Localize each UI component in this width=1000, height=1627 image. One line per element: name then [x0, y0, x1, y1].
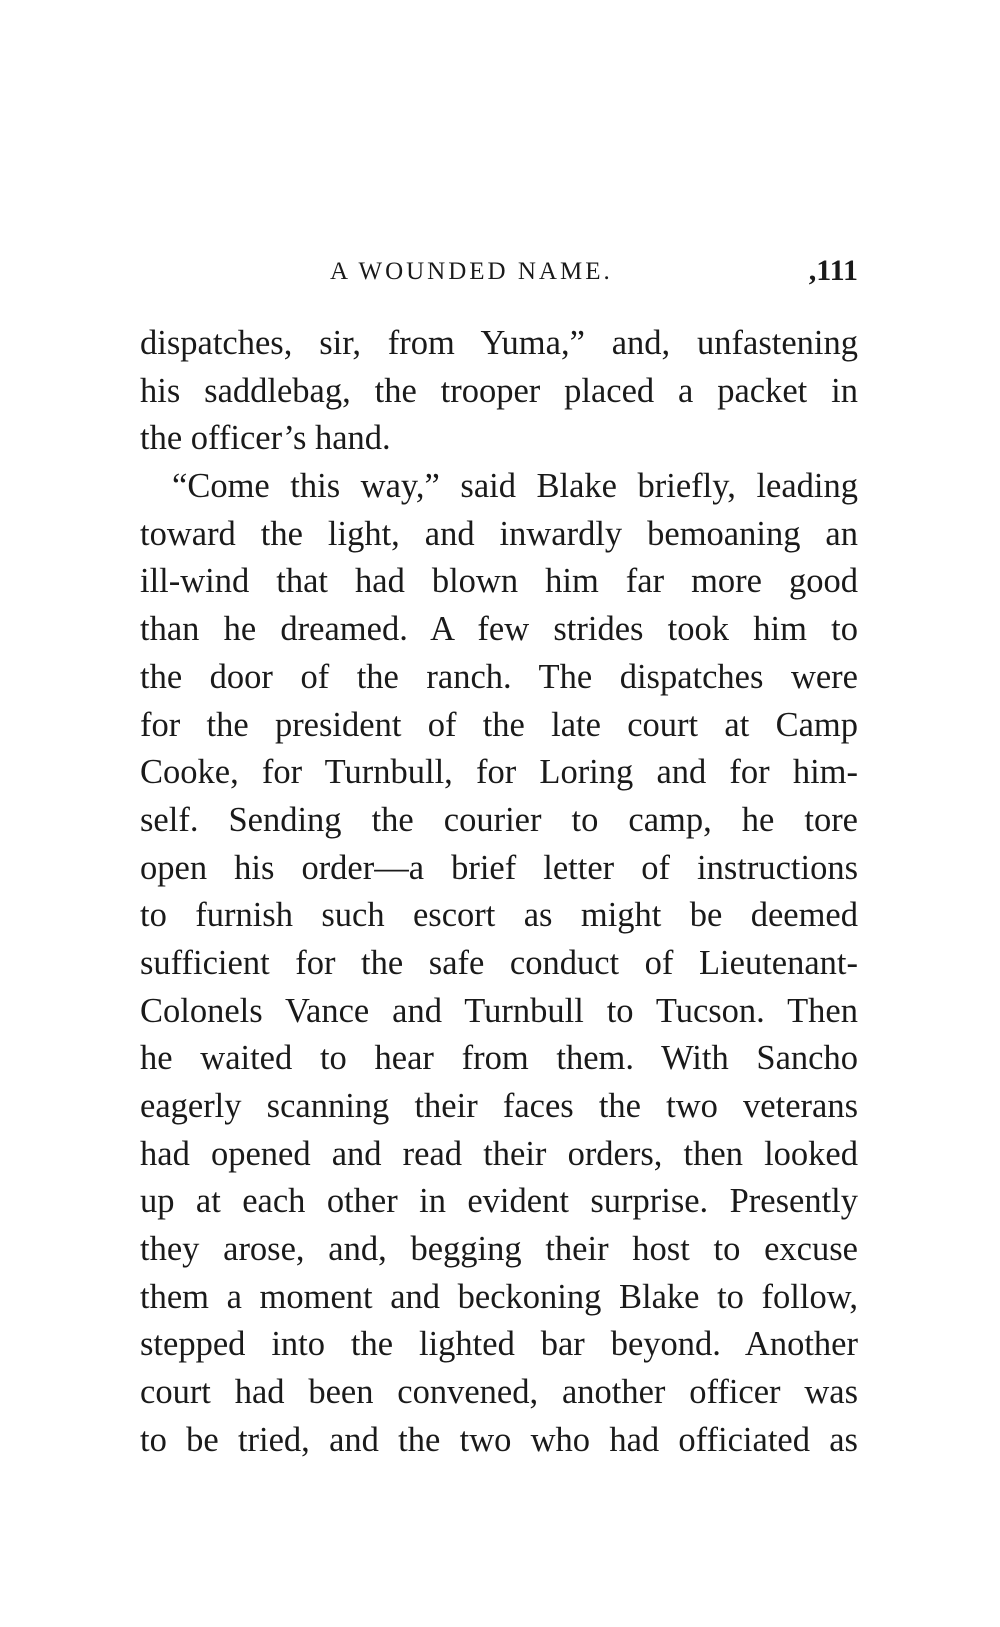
text-line: open his order—a brief letter of instructions — [140, 848, 858, 887]
text-line: self. Sending the courier to camp, he tore — [140, 800, 858, 839]
text-line: ill-wind that had blown him far more good — [140, 562, 858, 601]
text-line: the door of the ranch. The dispatches were — [140, 657, 858, 696]
text-line: up at each other in evident surprise. Presently — [140, 1182, 858, 1221]
text-line: eagerly scanning their faces the two veterans — [140, 1087, 858, 1125]
text-line: they arose, and, begging their host to excuse — [140, 1230, 858, 1269]
body-text — [140, 320, 858, 1465]
text-line: Colonels Vance and Turnbull to Tucson. Then — [140, 991, 858, 1030]
text-line: sufficient for the safe conduct of Lieutenant- — [140, 943, 858, 982]
page-number: ,111 — [808, 254, 858, 287]
running-head — [140, 250, 858, 290]
text-line: the officer’s hand. — [140, 419, 391, 458]
text-line: to be tried, and the two who had officiated as — [140, 1420, 858, 1459]
text-line: them a moment and beckoning Blake to follow, — [140, 1277, 858, 1316]
running-title: A WOUNDED NAME. — [330, 258, 613, 285]
text-line: dispatches, sir, from Yuma,” and, unfastening — [140, 324, 858, 362]
text-line: stepped into the lighted bar beyond. Another — [140, 1325, 858, 1364]
text-line: than he dreamed. A few strides took him to — [140, 610, 858, 649]
text-line: he waited to hear from them. With Sancho — [140, 1039, 858, 1078]
text-line: toward the light, and inwardly bemoaning an — [140, 514, 858, 553]
text-line: to furnish such escort as might be deemed — [140, 896, 858, 935]
text-line: had opened and read their orders, then looked — [140, 1134, 858, 1173]
text-line: court had been convened, another officer was — [140, 1373, 858, 1412]
text-line: “Come this way,” said Blake briefly, leading — [172, 467, 858, 506]
text-line: his saddlebag, the trooper placed a packet in — [140, 371, 858, 410]
text-line: for the president of the late court at Camp — [140, 705, 858, 744]
text-line: Cooke, for Turnbull, for Loring and for him- — [140, 753, 858, 792]
